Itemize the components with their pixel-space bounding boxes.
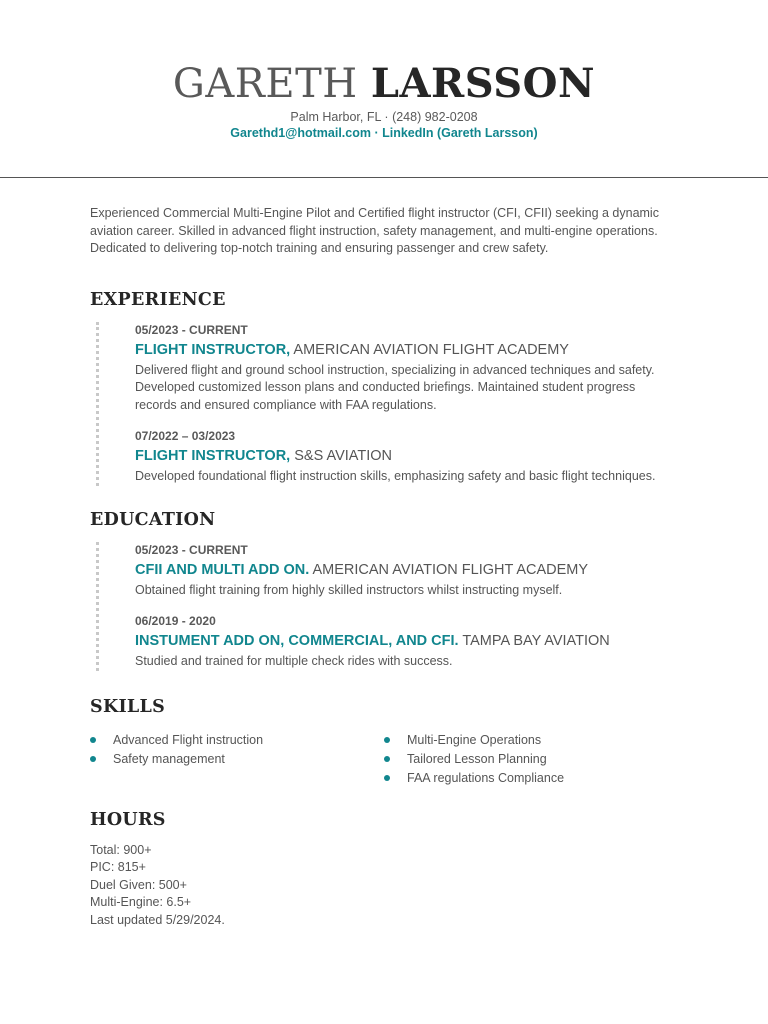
skill-label: Safety management: [113, 751, 225, 766]
entry-date: 05/2023 - CURRENT: [135, 322, 248, 337]
hours-dual-given: Duel Given: 500+: [90, 877, 187, 892]
skill-label: Tailored Lesson Planning: [407, 751, 547, 766]
bullet-icon: [384, 756, 390, 762]
skills-column-left: [90, 731, 384, 788]
skill-item: [384, 769, 678, 788]
entry-org: AMERICAN AVIATION FLIGHT ACADEMY: [290, 341, 569, 358]
hours-pic: PIC: 815+: [90, 860, 146, 874]
entry-date: 05/2023 - CURRENT: [135, 542, 248, 557]
resume-body: [90, 205, 678, 929]
candidate-name: [0, 62, 768, 106]
bullet-icon: [384, 737, 390, 743]
entry-role: [135, 560, 678, 580]
entry-org: TAMPA BAY AVIATION: [458, 633, 610, 649]
entry-description: Developed foundational flight instruction skills, emphasizing safety and basic flight techniques.: [135, 469, 656, 483]
resume-header: [0, 0, 768, 140]
skill-item: [90, 731, 384, 750]
education-timeline: [96, 542, 678, 671]
experience-entry: [135, 322, 678, 415]
link-separator: ·: [370, 126, 383, 140]
skill-item: [384, 750, 678, 769]
skill-label: FAA regulations Compliance: [407, 770, 565, 785]
bullet-icon: [90, 737, 96, 743]
email-link[interactable]: Garethd1@hotmail.com: [230, 126, 371, 140]
entry-description: Obtained flight training from highly skilled instructors whilst instructing myself.: [135, 582, 563, 597]
contact-links: [0, 126, 768, 140]
hours-list: [90, 842, 678, 930]
hours-total: Total: 900+: [90, 842, 152, 857]
education-entry: [135, 542, 678, 600]
entry-title: FLIGHT INSTRUCTOR,: [135, 341, 291, 358]
education-heading: EDUCATION: [90, 509, 216, 530]
entry-title: INSTUMENT ADD ON, COMMERCIAL, AND CFI.: [135, 633, 459, 649]
entry-description: Delivered flight and ground school instruction, specializing in advanced techniques and safety. Developed customized lesson plans and conducted briefings. Maintained student progress records and ensured compliance with FAA regulations.: [135, 362, 655, 412]
hours-section: [90, 810, 678, 930]
skills-list: [90, 731, 678, 788]
skills-heading: SKILLS: [90, 696, 166, 717]
hours-heading: HOURS: [90, 809, 166, 830]
experience-timeline: [96, 322, 678, 486]
experience-entry: [135, 428, 678, 486]
summary-paragraph: Experienced Commercial Multi-Engine Pilot and Certified flight instructor (CFI, CFII) seeking a dynamic aviation career. Skilled in advanced flight instruction, safety management, and multi-engine operations. Dedicated to delivering top-notch training and ensuring passenger and crew safety.: [90, 206, 659, 255]
entry-role: [135, 446, 678, 466]
skill-item: [384, 731, 678, 750]
entry-role: [135, 631, 678, 651]
hours-multi-engine: Multi-Engine: 6.5+: [90, 895, 192, 909]
education-entry: [135, 613, 678, 671]
entry-date: 07/2022 – 03/2023: [135, 429, 236, 443]
education-section: [90, 510, 678, 671]
skills-section: [90, 697, 678, 788]
hours-last-updated: Last updated 5/29/2024.: [90, 912, 225, 927]
bullet-icon: [384, 775, 390, 781]
linkedin-link[interactable]: LinkedIn (Gareth Larsson): [382, 126, 538, 140]
header-divider: [0, 177, 768, 178]
skill-label: Multi-Engine Operations: [407, 732, 542, 747]
entry-title: CFII AND MULTI ADD ON.: [135, 561, 310, 578]
entry-role: [135, 340, 678, 360]
last-name: LARSSON: [370, 60, 596, 107]
contact-info: Palm Harbor, FL · (248) 982-0208: [290, 110, 478, 124]
experience-section: [90, 290, 678, 486]
skill-label: Advanced Flight instruction: [113, 732, 264, 747]
bullet-icon: [90, 756, 96, 762]
skills-column-right: [384, 731, 678, 788]
entry-org: S&S AVIATION: [290, 448, 393, 464]
skill-item: [90, 750, 384, 769]
first-name: GARETH: [172, 61, 358, 107]
entry-description: Studied and trained for multiple check rides with success.: [135, 654, 453, 668]
entry-org: AMERICAN AVIATION FLIGHT ACADEMY: [309, 561, 589, 578]
entry-date: 06/2019 - 2020: [135, 614, 216, 628]
entry-title: FLIGHT INSTRUCTOR,: [135, 448, 291, 464]
experience-heading: EXPERIENCE: [90, 289, 226, 310]
